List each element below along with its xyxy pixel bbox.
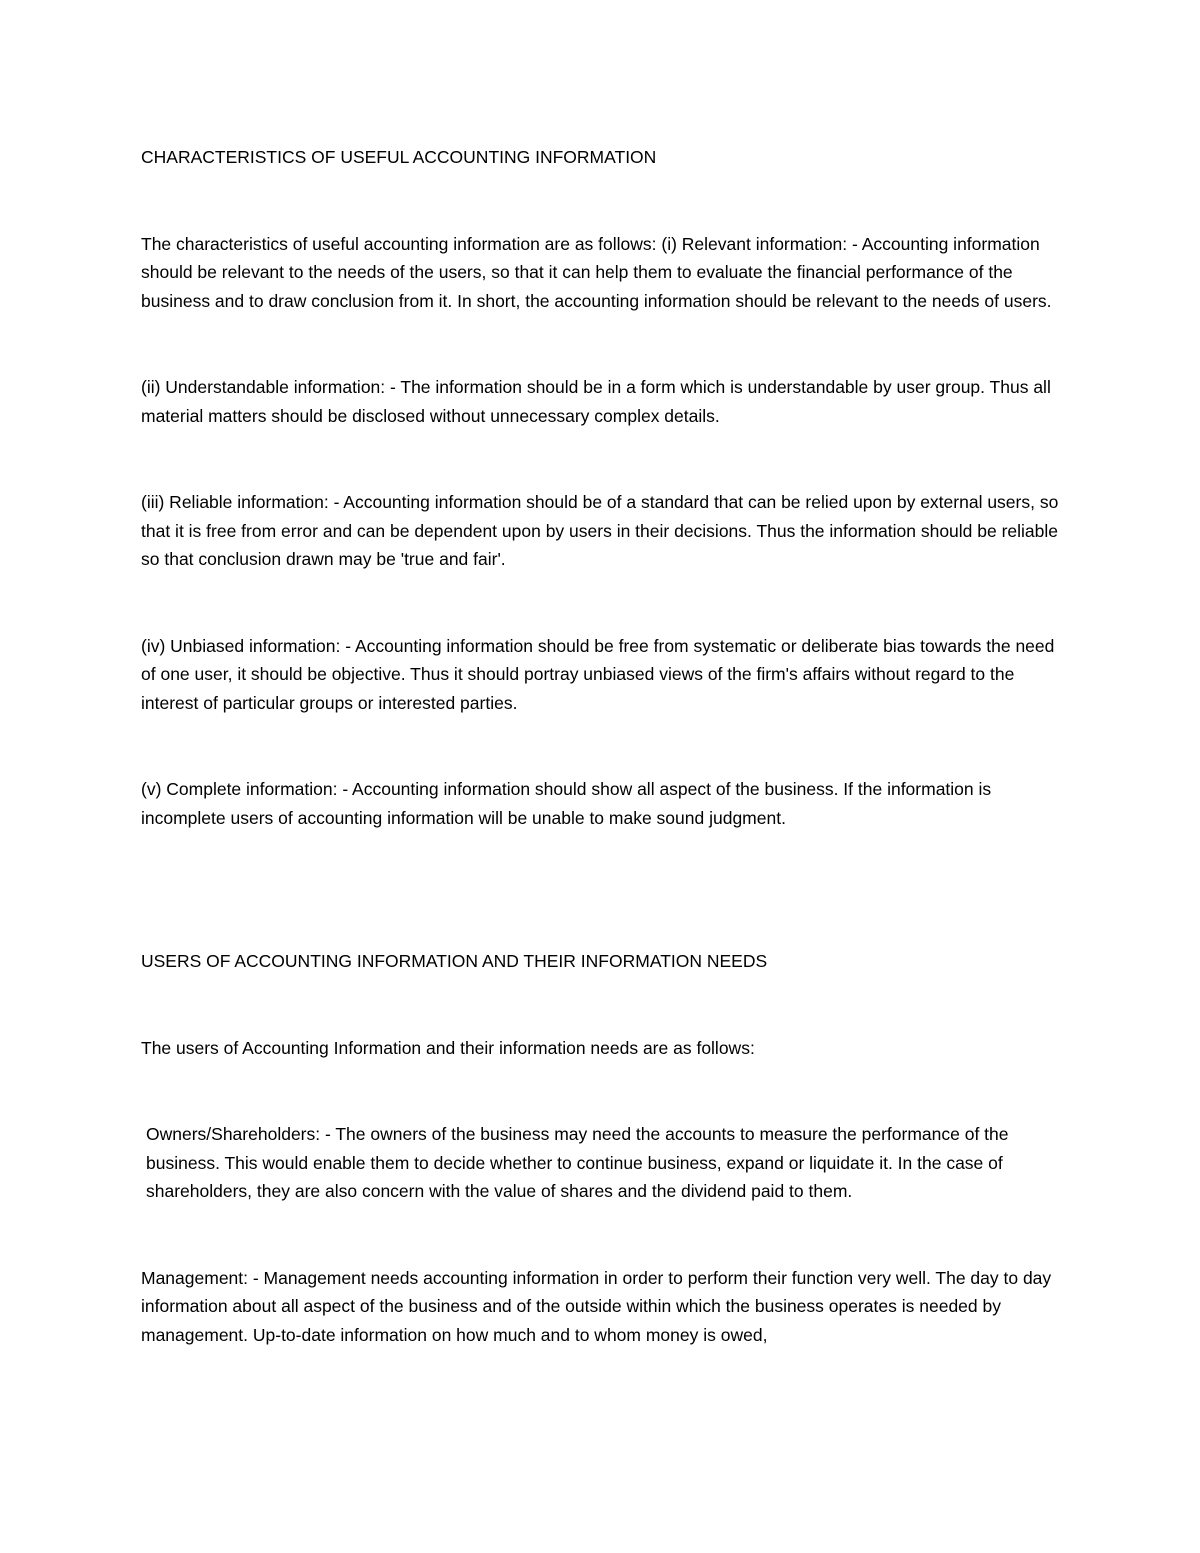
paragraph-reliable-information: (iii) Reliable information: - Accounting information should be of a standard that can be relied upon by external users, so that it is free from error and can be dependent upon by users in their decisions. Thus the information should be reliable so that conclusion drawn may be 'true and fair'. <box>141 492 1059 569</box>
section-heading-users: USERS OF ACCOUNTING INFORMATION AND THEIR INFORMATION NEEDS <box>141 951 768 971</box>
paragraph-unbiased-information: (iv) Unbiased information: - Accounting information should be free from systematic or deliberate bias towards the need of one user, it should be objective. Thus it should portray unbiased views of the firm's affairs without regard to the interest of particular groups or interested parties. <box>141 635 1055 713</box>
document-body <box>141 143 1066 1349</box>
paragraph-users-intro: The users of Accounting Information and their information needs are as follows: <box>141 1037 755 1058</box>
paragraph-understandable-information: (ii) Understandable information: - The information should be in a form which is understandable by user group. Thus all material matters should be disclosed without unnecessary complex details. <box>141 377 1051 426</box>
paragraph-relevant-information: The characteristics of useful accounting information are as follows: (i) Relevant information: - Accounting information should be relevant to the needs of the users, so that it can help them to evaluate the financial performance of the business and to draw conclusion from it. In short, the accounting information should be relevant to the needs of users. <box>141 233 1052 311</box>
paragraph-complete-information: (v) Complete information: - Accounting information should show all aspect of the business. If the information is incomplete users of accounting information will be unable to make sound judgment. <box>141 779 992 828</box>
section-heading-characteristics: CHARACTERISTICS OF USEFUL ACCOUNTING INFORMATION <box>141 147 657 167</box>
paragraph-management: Management: - Management needs accounting information in order to perform their function very well. The day to day information about all aspect of the business and of the outside within which the business operates is needed by management. Up-to-date information on how much and to whom money is owed, <box>141 1267 1052 1345</box>
paragraph-owners-shareholders: Owners/Shareholders: - The owners of the business may need the accounts to measure the performance of the business. This would enable them to decide whether to continue business, expand or liquidate it. In the case of shareholders, they are also concern with the value of shares and the dividend paid to them. <box>146 1124 1009 1201</box>
